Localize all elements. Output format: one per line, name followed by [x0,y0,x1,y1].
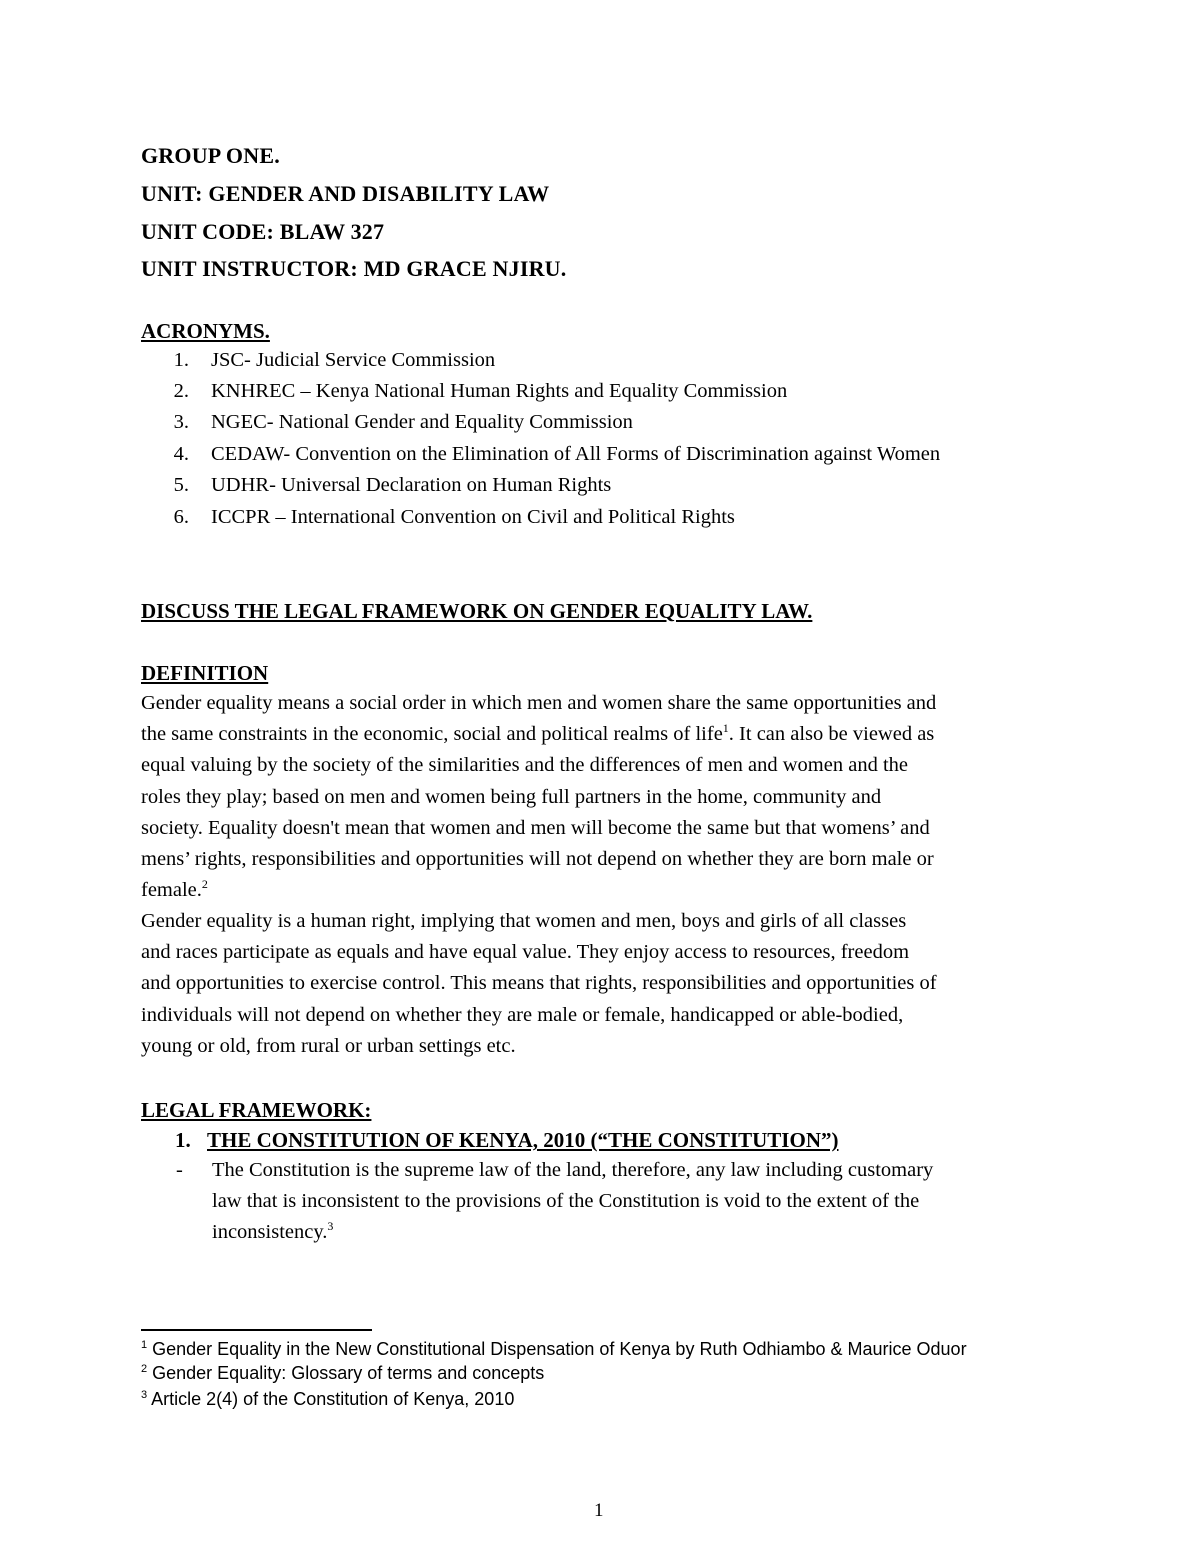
acronym-item [120,474,611,497]
group-title: GROUP ONE. [141,143,280,168]
page-number: 1 [594,1500,604,1521]
footnote: $^2$ Gender Equality: Glossary of terms and concepts [141,1363,545,1383]
footnote: $^3$ Article 2(4) of the Constitution of Kenya, 2010 [141,1389,515,1409]
acronym-text: CEDAW- Convention on the Elimination of All Forms of Discrimination against Women [211,443,941,465]
footnote-ref: 1 [722,721,729,736]
definition-line: individuals will not depend on whether they are male or female, handicapped or able-bodied, [141,1004,904,1026]
bullet-line: The Constitution is the supreme law of the land, therefore, any law including customary [212,1159,934,1181]
acronym-text: UDHR- Universal Declaration on Human Rights [211,474,612,496]
acronym-text: KNHREC – Kenya National Human Rights and Equality Commission [211,380,788,402]
section-title [175,1128,838,1153]
acronym-item [120,443,940,466]
bullet-marker: - [176,1159,183,1181]
unit-instructor: UNIT INSTRUCTOR: MD GRACE NJIRU. [141,256,567,281]
section-title-text: THE CONSTITUTION OF KENYA, 2010 (“THE CONSTITUTION”) [207,1128,839,1152]
definition-line: Gender equality means a social order in which men and women share the same opportunities and [141,692,937,714]
acronym-number: 3. [173,411,189,433]
acronym-text: ICCPR – International Convention on Civil and Political Rights [211,506,735,528]
footnote-ref: 3 [327,1219,334,1234]
acronym-item [120,380,787,403]
acronym-item [120,349,495,372]
definition-line: the same constraints in the economic, social and political realms of life$^1$. It can also be viewed as [141,721,935,745]
definition-line: roles they play; based on men and women being full partners in the home, community and [141,786,882,808]
acronym-item [120,506,735,529]
footnote-separator [141,1329,372,1331]
acronym-text: NGEC- National Gender and Equality Commission [211,411,633,433]
acronym-number: 6. [173,506,189,528]
definition-line: and races participate as equals and have equal value. They enjoy access to resources, freedom [141,941,910,963]
acronym-number: 5. [173,474,189,496]
definition-line: equal valuing by the society of the similarities and the differences of men and women and the [141,754,908,776]
acronym-text: JSC- Judicial Service Commission [211,349,496,371]
section-number: 1. [175,1128,191,1152]
definition-line: Gender equality is a human right, implying that women and men, boys and girls of all classes [141,910,907,932]
acronym-item [120,411,633,434]
definition-line: mens’ rights, responsibilities and opportunities will not depend on whether they are born male or [141,848,934,870]
acronym-number: 4. [173,443,189,465]
acronyms-heading: ACRONYMS. [141,319,270,343]
bullet-line: inconsistency.$^3$ [212,1219,334,1243]
definition-line: and opportunities to exercise control. This means that rights, responsibilities and opportunities of [141,972,937,994]
definition-line: young or old, from rural or urban settings etc. [141,1035,516,1057]
unit-code: UNIT CODE: BLAW 327 [141,219,385,244]
question-heading: DISCUSS THE LEGAL FRAMEWORK ON GENDER EQUALITY LAW. [141,599,813,623]
legal-framework-heading: LEGAL FRAMEWORK: [141,1098,372,1122]
definition-heading: DEFINITION [141,661,269,685]
bullet-line: law that is inconsistent to the provisions of the Constitution is void to the extent of the [212,1190,920,1212]
definition-line: society. Equality doesn't mean that women and men will become the same but that womens’ and [141,817,930,839]
footnote-ref: 2 [201,877,208,892]
acronym-number: 1. [173,349,189,371]
acronym-number: 2. [173,380,189,402]
unit-title: UNIT: GENDER AND DISABILITY LAW [141,181,550,206]
definition-line: female.$^2$ [141,877,208,901]
footnote: $^1$ Gender Equality in the New Constitutional Dispensation of Kenya by Ruth Odhiambo & Maurice Oduor [141,1339,967,1359]
